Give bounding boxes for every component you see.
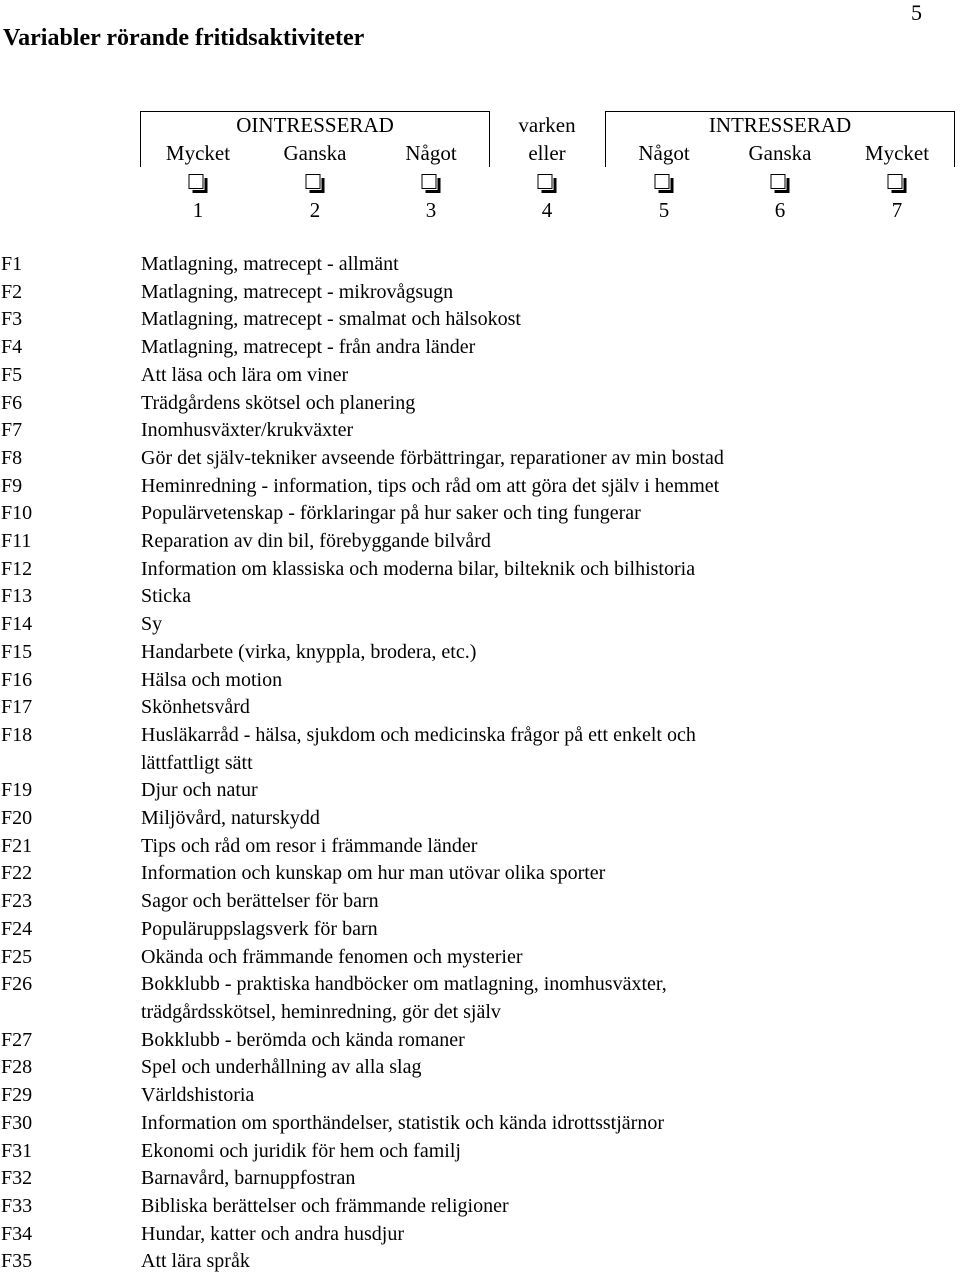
variable-label: Gör det själv-tekniker avseende förbättringar, reparationer av min bostad bbox=[141, 446, 724, 469]
variable-label: Matlagning, matrecept - mikrovågsugn bbox=[141, 280, 454, 303]
list-item bbox=[0, 833, 960, 861]
list-item bbox=[0, 583, 960, 611]
interested-label: INTRESSERAD bbox=[708, 113, 852, 137]
page-number: 5 bbox=[911, 0, 922, 25]
variable-code: F20 bbox=[1, 807, 33, 830]
variable-label: Inomhusväxter/krukväxter bbox=[141, 419, 354, 442]
page-title: Variabler rörande fritidsaktiviteter bbox=[3, 25, 365, 51]
variable-label: Bokklubb - praktiska handböcker om matlagning, inomhusväxter, trädgårdsskötsel, heminredning, gör det själv bbox=[141, 973, 667, 1023]
variable-code: F24 bbox=[1, 917, 33, 940]
variable-code: F5 bbox=[1, 363, 23, 386]
checkbox-3[interactable] bbox=[422, 174, 437, 189]
variable-label: Hälsa och motion bbox=[141, 668, 283, 691]
variable-list bbox=[0, 251, 960, 1276]
list-item bbox=[0, 362, 960, 390]
variable-code: F18 bbox=[1, 723, 33, 746]
list-item bbox=[0, 805, 960, 833]
variable-label: Handarbete (virka, knyppla, brodera, etc.) bbox=[141, 640, 477, 663]
list-item bbox=[0, 1221, 960, 1249]
variable-code: F17 bbox=[1, 696, 33, 719]
variable-label: Tips och råd om resor i främmande länder bbox=[141, 834, 478, 857]
variable-code: F7 bbox=[1, 419, 23, 442]
variable-code: F10 bbox=[1, 502, 33, 525]
list-item bbox=[0, 1193, 960, 1221]
scale-value-5: 5 bbox=[658, 198, 670, 222]
variable-label: Världshistoria bbox=[141, 1084, 255, 1107]
variable-label: Bokklubb - berömda och kända romaner bbox=[141, 1028, 465, 1051]
variable-label: Att lära språk bbox=[141, 1250, 250, 1273]
list-item bbox=[0, 1082, 960, 1110]
variable-label: Trädgårdens skötsel och planering bbox=[141, 391, 416, 414]
neutral-label-top: varken bbox=[518, 113, 576, 137]
list-item bbox=[0, 777, 960, 805]
list-item bbox=[0, 1054, 960, 1082]
variable-label: Matlagning, matrecept - från andra länder bbox=[141, 336, 476, 359]
list-item bbox=[0, 473, 960, 501]
list-item bbox=[0, 916, 960, 944]
intensity-label-7: Mycket bbox=[864, 141, 930, 165]
variable-code: F32 bbox=[1, 1167, 33, 1190]
list-item bbox=[0, 500, 960, 528]
scale-value-1: 1 bbox=[192, 198, 204, 222]
variable-code: F4 bbox=[1, 336, 23, 359]
checkbox-2[interactable] bbox=[306, 174, 321, 189]
variable-label: Okända och främmande fenomen och mysterier bbox=[141, 945, 523, 968]
variable-code: F25 bbox=[1, 945, 33, 968]
list-item bbox=[0, 888, 960, 916]
list-item bbox=[0, 251, 960, 279]
variable-label: Information om klassiska och moderna bilar, bilteknik och bilhistoria bbox=[141, 557, 696, 580]
list-item bbox=[0, 445, 960, 473]
intensity-label-2: Ganska bbox=[283, 141, 347, 165]
scale-value-7: 7 bbox=[891, 198, 903, 222]
variable-code: F26 bbox=[1, 973, 33, 996]
variable-code: F27 bbox=[1, 1028, 33, 1051]
list-item bbox=[0, 556, 960, 584]
intensity-label-5: Något bbox=[638, 141, 690, 165]
neutral-label-bottom: eller bbox=[528, 141, 566, 165]
list-item bbox=[0, 1027, 960, 1055]
list-item bbox=[0, 1110, 960, 1138]
variable-code: F34 bbox=[1, 1222, 33, 1245]
list-item bbox=[0, 944, 960, 972]
variable-code: F8 bbox=[1, 446, 23, 469]
variable-label: Barnavård, barnuppfostran bbox=[141, 1167, 356, 1190]
variable-label: Husläkarråd - hälsa, sjukdom och medicinska frågor på ett enkelt och lättfattligt sätt bbox=[141, 723, 696, 774]
variable-label: Information och kunskap om hur man utövar olika sporter bbox=[141, 862, 606, 885]
checkbox-7[interactable] bbox=[888, 174, 903, 189]
rating-scale-header bbox=[140, 111, 955, 226]
scale-value-6: 6 bbox=[774, 198, 786, 222]
variable-label: Matlagning, matrecept - allmänt bbox=[141, 253, 399, 275]
variable-label: Sticka bbox=[141, 585, 191, 608]
scale-value-4: 4 bbox=[541, 198, 553, 222]
list-item bbox=[0, 722, 960, 777]
variable-code: F31 bbox=[1, 1139, 33, 1162]
variable-code: F11 bbox=[1, 530, 32, 553]
variable-code: F16 bbox=[1, 668, 33, 691]
list-item bbox=[0, 667, 960, 695]
scale-value-2: 2 bbox=[309, 198, 321, 222]
intensity-label-6: Ganska bbox=[748, 141, 812, 165]
variable-label: Miljövård, naturskydd bbox=[141, 807, 320, 830]
list-item bbox=[0, 860, 960, 888]
list-item bbox=[0, 971, 960, 1026]
list-item bbox=[0, 279, 960, 307]
variable-label: Matlagning, matrecept - smalmat och hälsokost bbox=[141, 308, 521, 331]
variable-label: Spel och underhållning av alla slag bbox=[141, 1056, 422, 1079]
variable-code: F2 bbox=[1, 280, 23, 303]
variable-code: F33 bbox=[1, 1194, 33, 1217]
list-item bbox=[0, 1248, 960, 1276]
list-item bbox=[0, 334, 960, 362]
scale-value-3: 3 bbox=[425, 198, 437, 222]
variable-code: F13 bbox=[1, 585, 33, 608]
variable-code: F22 bbox=[1, 862, 33, 885]
list-item bbox=[0, 1165, 960, 1193]
list-item bbox=[0, 390, 960, 418]
variable-code: F21 bbox=[1, 834, 33, 857]
variable-code: F23 bbox=[1, 890, 33, 913]
variable-code: F3 bbox=[1, 308, 23, 331]
variable-label: Bibliska berättelser och främmande religioner bbox=[141, 1194, 509, 1217]
variable-label: Djur och natur bbox=[141, 779, 258, 802]
variable-code: F30 bbox=[1, 1111, 33, 1134]
variable-label: Att läsa och lära om viner bbox=[141, 363, 349, 386]
checkbox-4[interactable] bbox=[538, 174, 553, 189]
list-item bbox=[0, 611, 960, 639]
intensity-label-1: Mycket bbox=[165, 141, 231, 165]
variable-code: F35 bbox=[1, 1250, 33, 1273]
checkbox-6[interactable] bbox=[771, 174, 786, 189]
variable-label: Heminredning - information, tips och råd om att göra det själv i hemmet bbox=[141, 474, 720, 497]
variable-label: Populäruppslagsverk för barn bbox=[141, 917, 378, 940]
variable-code: F12 bbox=[1, 557, 33, 580]
variable-label: Populärvetenskap - förklaringar på hur saker och ting fungerar bbox=[141, 502, 641, 525]
list-item bbox=[0, 639, 960, 667]
variable-label: Reparation av din bil, förebyggande bilvård bbox=[141, 530, 491, 553]
variable-code: F28 bbox=[1, 1056, 33, 1079]
variable-code: F15 bbox=[1, 640, 33, 663]
list-item bbox=[0, 1138, 960, 1166]
variable-label: Skönhetsvård bbox=[141, 696, 250, 719]
checkbox-5[interactable] bbox=[655, 174, 670, 189]
list-item bbox=[0, 306, 960, 334]
variable-label: Ekonomi och juridik för hem och familj bbox=[141, 1139, 461, 1162]
variable-code: F19 bbox=[1, 779, 33, 802]
variable-code: F29 bbox=[1, 1084, 33, 1107]
list-item bbox=[0, 528, 960, 556]
variable-label: Sagor och berättelser för barn bbox=[141, 890, 379, 913]
checkbox-1[interactable] bbox=[189, 174, 204, 189]
intensity-label-3: Något bbox=[405, 141, 457, 165]
list-item bbox=[0, 417, 960, 445]
disinterested-label: OINTRESSERAD bbox=[236, 113, 394, 137]
list-item bbox=[0, 694, 960, 722]
variable-code: F6 bbox=[1, 391, 23, 414]
variable-label: Sy bbox=[141, 613, 163, 636]
variable-code: F1 bbox=[1, 253, 23, 275]
variable-code: F9 bbox=[1, 474, 23, 497]
variable-label: Information om sporthändelser, statistik och kända idrottsstjärnor bbox=[141, 1111, 664, 1134]
variable-code: F14 bbox=[1, 613, 33, 636]
variable-label: Hundar, katter och andra husdjur bbox=[141, 1222, 404, 1245]
